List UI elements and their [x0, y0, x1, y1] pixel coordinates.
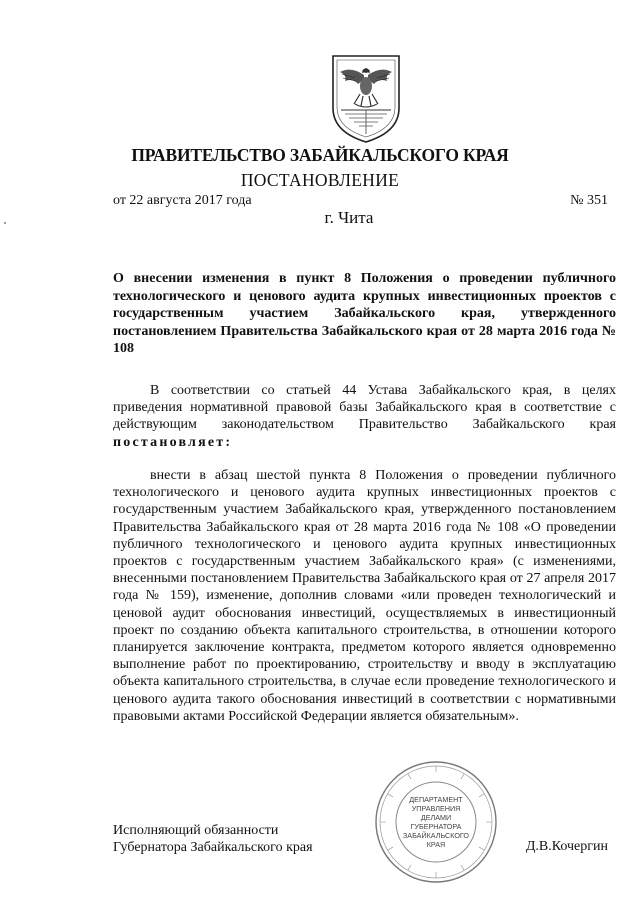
resolves-keyword: постановляет: [113, 434, 233, 450]
seal-line-3: ДЕЛАМИ [420, 813, 452, 822]
coat-of-arms-icon [327, 48, 405, 146]
document-subject: О внесении изменения в пункт 8 Положения о проведении публичного технологического и ценового аудита крупных инвестиционных проектов с государственным участием Забайкальского края, утвержденного постановлением Правительства Забайкальского края от 28 марта 2016 года № 108 [113, 271, 616, 356]
seal-line-1: ДЕПАРТАМЕНТ [409, 795, 463, 804]
seal-line-6: КРАЯ [426, 840, 446, 849]
document-city: г. Чита [324, 208, 374, 227]
seal-line-4: ГУБЕРНАТОРА [410, 822, 462, 831]
government-title: ПРАВИТЕЛЬСТВО ЗАБАЙКАЛЬСКОГО КРАЯ [131, 145, 509, 165]
preamble-text: В соответствии со статьей 44 Устава Забайкальского края, в целях приведения нормативной правовой базы Забайкальского края в соответствие с действующим законодательством Правительство Забайкальского края [113, 383, 616, 433]
document-date: от 22 августа 2017 года [113, 193, 252, 208]
official-seal-icon [372, 758, 500, 886]
document-number: № 351 [570, 193, 608, 208]
signatory-title-line2: Губернатора Забайкальского края [113, 840, 313, 855]
seal-line-2: УПРАВЛЕНИЯ [411, 804, 461, 813]
preamble-paragraph [113, 382, 616, 451]
signatory-name: Д.В.Кочергин [525, 839, 608, 854]
signatory-title-line1: Исполняющий обязанности [113, 823, 279, 838]
margin-mark [4, 222, 6, 224]
seal-line-5: ЗАБАЙКАЛЬСКОГО [402, 831, 470, 840]
resolution-paragraph: внести в абзац шестой пункта 8 Положения о проведении публичного технологического и ценового аудита крупных инвестиционных проектов с государственным участием Забайкальского края, утвержденного постановлением Правительства Забайкальского края от 28 марта 2016 года № 108 «О проведении публичного технологического и ценового аудита крупных инвестиционных проектов с государственным участием Забайкальского края» (с изменениями, внесенными постановлением Правительства Забайкальского края от 27 апреля 2017 года № 159), изменение, дополнив словами «или проведен технологический и ценовой аудит обоснования инвестиций, осуществляемых в инвестиционный проект по созданию объекта капитального строительства, в отношении которого планируется заключение контракта, предметом которого является одновременно выполнение работ по проектированию, строительству и вводу в эксплуатацию объекта капитального строительства, в случае если проведение технологического и ценового аудита такого обоснования инвестиций в соответствии с нормативными правовыми актами Российской Федерации является обязательным». [113, 468, 616, 724]
signatory-title [113, 822, 313, 856]
document-type: ПОСТАНОВЛЕНИЕ [240, 170, 400, 190]
